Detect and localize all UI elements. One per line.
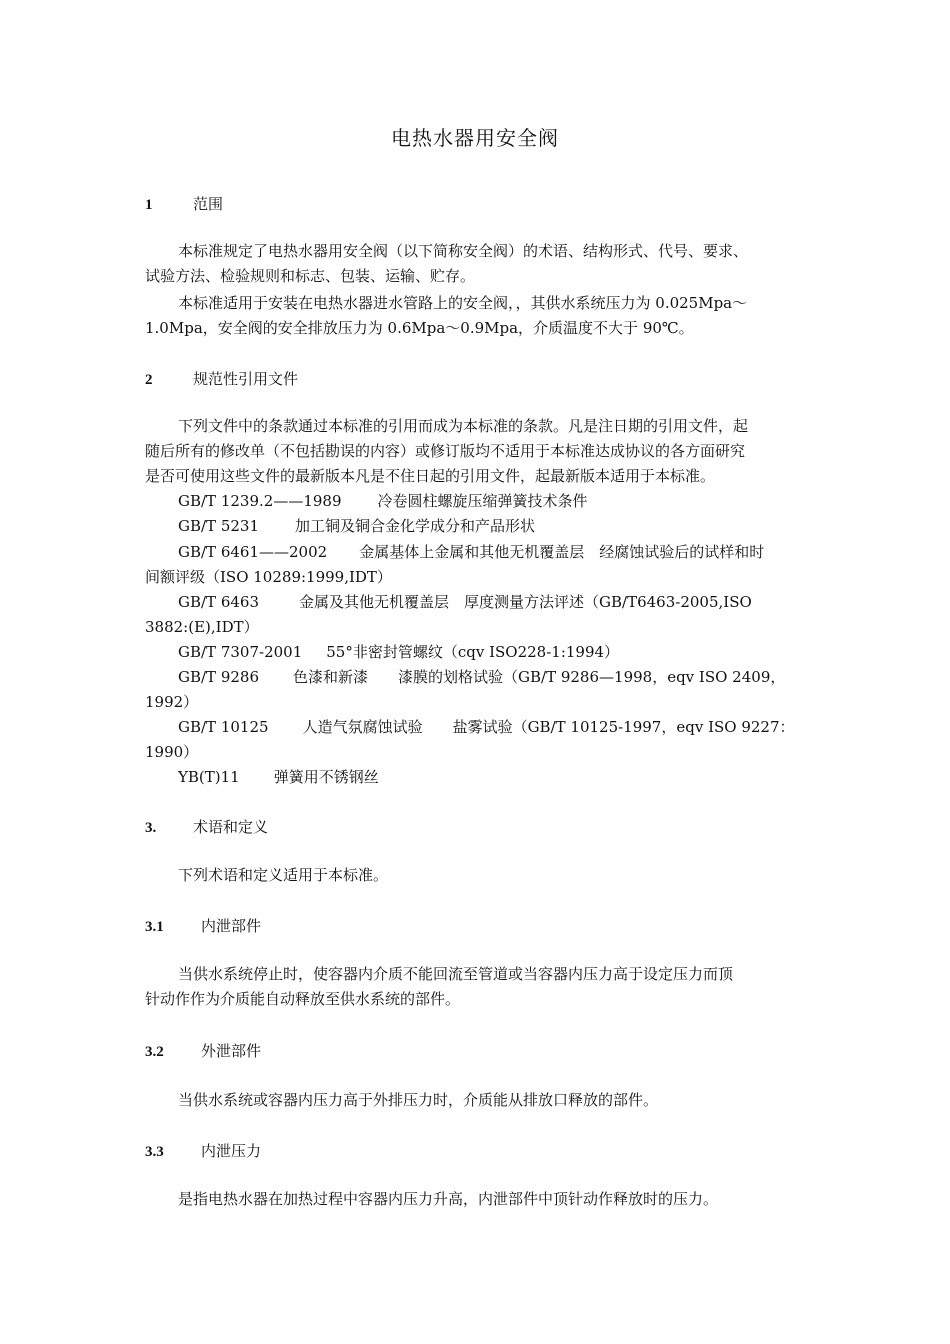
reference-code: GB/T 5231 — [178, 517, 260, 535]
reference-continuation: 间额评级（ISO 10289:1999,IDT） — [145, 568, 392, 586]
reference-code: GB/T 7307-2001 — [178, 643, 303, 661]
section-number: 3.1 — [145, 919, 164, 935]
reference-title: 金属及其他无机覆盖层 厚度测量方法评述（GB/T6463-2005,ISO — [299, 593, 752, 611]
reference-continuation: 3882:(E),IDT） — [145, 618, 259, 636]
reference-item — [145, 590, 840, 615]
definition-line: 针动作作为介质能自动释放至供水系统的部件。 — [145, 990, 461, 1008]
reference-item — [145, 765, 840, 790]
reference-title: 金属基体上金属和其他无机覆盖层 经腐蚀试验后的试样和时 — [359, 543, 765, 561]
section-3-1-heading — [145, 915, 261, 936]
scope-paragraph-line: 1.0Mpa，安全阀的安全排放压力为 0.6Mpa～0.9Mpa，介质温度不大于 90℃。 — [145, 319, 694, 337]
definition-line: 当供水系统停止时，使容器内介质不能回流至管道或当容器内压力高于设定压力而顶 — [178, 965, 734, 983]
scope-paragraph-line: 本标准适用于安装在电热水器进水管路上的安全阀，，其供水系统压力为 0.025Mpa～ — [178, 294, 748, 312]
section-number: 3.3 — [145, 1144, 164, 1160]
definition-line: 是指电热水器在加热过程中容器内压力升高，内泄部件中顶针动作释放时的压力。 — [178, 1190, 719, 1208]
reference-title: 冷卷圆柱螺旋压缩弹簧技术条件 — [377, 492, 588, 510]
section-number: 3.2 — [145, 1044, 164, 1060]
reference-item — [145, 640, 840, 665]
reference-title: 加工铜及铜合金化学成分和产品形状 — [295, 517, 536, 535]
reference-item — [145, 514, 840, 539]
references-intro-line: 是否可使用这些文件的最新版本凡是不住日起的引用文件，起最新版本适用于本标准。 — [145, 467, 716, 485]
reference-code: YB(T)11 — [178, 768, 240, 786]
reference-continuation: 1990） — [145, 743, 199, 761]
reference-code: GB/T 6463 — [178, 593, 260, 611]
section-3-2-heading — [145, 1040, 261, 1061]
reference-code: GB/T 9286 — [178, 668, 260, 686]
section-title: 内泄部件 — [201, 917, 262, 935]
reference-item — [145, 540, 840, 565]
section-title: 范围 — [193, 195, 224, 213]
reference-code: GB/T 1239.2——1989 — [178, 492, 342, 510]
document-title: 电热水器用安全阀 — [391, 126, 559, 150]
section-title: 规范性引用文件 — [193, 370, 299, 388]
references-intro-line: 随后所有的修改单（不包括勘误的内容）或修订版均不适用于本标准达成协议的各方面研究 — [145, 442, 746, 460]
section-1-heading — [145, 193, 223, 214]
reference-item — [145, 489, 840, 514]
terms-intro-line: 下列术语和定义适用于本标准。 — [178, 866, 389, 884]
reference-code: GB/T 10125 — [178, 718, 269, 736]
reference-title: 人造气氛腐蚀试验 盐雾试验（GB/T 10125-1997，eqv ISO 9227： — [302, 718, 795, 736]
reference-title: 弹簧用不锈钢丝 — [273, 768, 379, 786]
scope-paragraph-line: 本标准规定了电热水器用安全阀（以下简称安全阀）的术语、结构形式、代号、要求、 — [178, 242, 749, 260]
section-number: 1 — [145, 197, 153, 213]
definition-line: 当供水系统或容器内压力高于外排压力时，介质能从排放口释放的部件。 — [178, 1091, 659, 1109]
reference-item — [145, 665, 840, 690]
section-3-heading — [145, 816, 268, 837]
reference-code: GB/T 6461——2002 — [178, 543, 328, 561]
section-2-heading — [145, 368, 298, 389]
reference-title: 55°非密封管螺纹（cqv ISO228-1:1994） — [326, 643, 620, 661]
section-title: 内泄压力 — [201, 1142, 262, 1160]
reference-title: 色漆和新漆 漆膜的划格试验（GB/T 9286—1998，eqv ISO 2409， — [293, 668, 786, 686]
section-title: 外泄部件 — [201, 1042, 262, 1060]
reference-item — [145, 715, 840, 740]
reference-continuation: 1992） — [145, 693, 199, 711]
section-number: 3. — [145, 820, 157, 836]
section-number: 2 — [145, 372, 153, 388]
section-3-3-heading — [145, 1140, 261, 1161]
scope-paragraph-line: 试验方法、检验规则和标志、包装、运输、贮存。 — [145, 267, 476, 285]
section-title: 术语和定义 — [193, 818, 269, 836]
references-intro-line: 下列文件中的条款通过本标准的引用而成为本标准的条款。凡是注日期的引用文件，起 — [178, 417, 749, 435]
